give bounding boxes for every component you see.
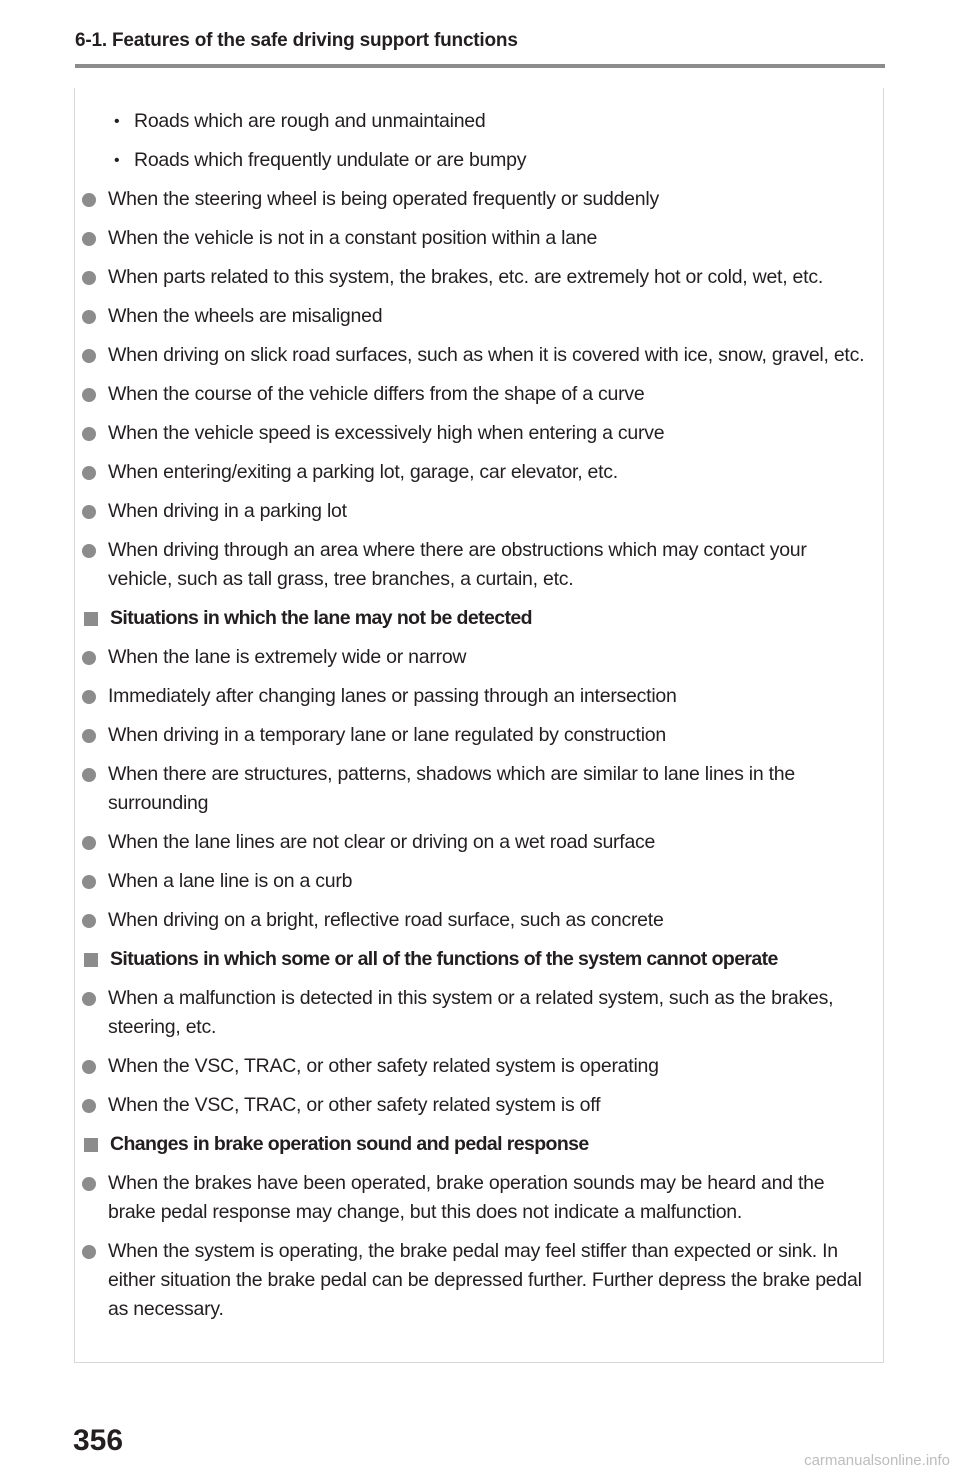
list-item-text: Changes in brake operation sound and pedal response	[110, 1133, 589, 1155]
sub-list-item	[82, 107, 872, 136]
list-item-text: When a malfunction is detected in this system or a related system, such as the brakes, steering, etc.	[108, 987, 834, 1038]
round-bullet-icon	[82, 651, 96, 665]
list-item-text: Situations in which some or all of the functions of the system cannot operate	[110, 948, 778, 970]
list-item	[82, 1169, 872, 1227]
list-item-text: Immediately after changing lanes or passing through an intersection	[108, 685, 677, 707]
list-item	[82, 682, 872, 711]
round-bullet-icon	[82, 466, 96, 480]
list-item	[82, 263, 872, 292]
list-item-text: When the course of the vehicle differs from the shape of a curve	[108, 383, 645, 405]
sub-list-item	[82, 146, 872, 175]
round-bullet-icon	[82, 427, 96, 441]
round-bullet-icon	[82, 232, 96, 246]
round-bullet-icon	[82, 1245, 96, 1259]
list-item	[82, 302, 872, 331]
list-item-text: When driving through an area where there are obstructions which may contact your vehicle, such as tall grass, tree branches, a curtain, etc.	[108, 539, 807, 590]
list-item-text: Roads which are rough and unmaintained	[134, 110, 486, 132]
list-item-text: When the vehicle is not in a constant position within a lane	[108, 227, 598, 249]
round-bullet-icon	[82, 1060, 96, 1074]
small-dot-icon: •	[114, 152, 120, 169]
list-item	[82, 721, 872, 750]
list-item	[82, 458, 872, 487]
round-bullet-icon	[82, 544, 96, 558]
round-bullet-icon	[82, 836, 96, 850]
list-item	[82, 497, 872, 526]
list-item-text: Roads which frequently undulate or are bumpy	[134, 149, 527, 171]
list-item	[82, 828, 872, 857]
header-divider	[75, 64, 885, 68]
list-item	[82, 185, 872, 214]
list-item-text: When driving on a bright, reflective road surface, such as concrete	[108, 909, 664, 931]
list-item-text: When the VSC, TRAC, or other safety related system is operating	[108, 1055, 659, 1077]
list-item	[82, 1052, 872, 1081]
round-bullet-icon	[82, 875, 96, 889]
round-bullet-icon	[82, 914, 96, 928]
list-item-text: When parts related to this system, the brakes, etc. are extremely hot or cold, wet, etc.	[108, 266, 823, 288]
list-item-text: When driving in a temporary lane or lane regulated by construction	[108, 724, 666, 746]
list-item-text: When entering/exiting a parking lot, garage, car elevator, etc.	[108, 461, 618, 483]
list-item	[82, 984, 872, 1042]
list-item-text: When the system is operating, the brake pedal may feel stiffer than expected or sink. In either situation the brake pedal can be depressed further. Further depress the brake pedal as necessary.	[108, 1240, 862, 1320]
list-item-text: When the lane is extremely wide or narrow	[108, 646, 467, 668]
square-bullet-icon	[84, 612, 98, 626]
subsection-heading	[82, 1130, 872, 1159]
list-item	[82, 536, 872, 594]
list-item-text: Situations in which the lane may not be detected	[110, 607, 532, 629]
list-item-text: When there are structures, patterns, shadows which are similar to lane lines in the surrounding	[108, 763, 796, 814]
page-number: 356	[73, 1424, 124, 1457]
list-item	[82, 867, 872, 896]
list-item	[82, 224, 872, 253]
watermark: carmanualsonline.info	[804, 1452, 950, 1469]
round-bullet-icon	[82, 310, 96, 324]
square-bullet-icon	[84, 1138, 98, 1152]
list-item-text: When the lane lines are not clear or driving on a wet road surface	[108, 831, 656, 853]
round-bullet-icon	[82, 505, 96, 519]
round-bullet-icon	[82, 690, 96, 704]
round-bullet-icon	[82, 349, 96, 363]
list-item-text: When the vehicle speed is excessively high when entering a curve	[108, 422, 665, 444]
list-item-text: When a lane line is on a curb	[108, 870, 353, 892]
list-item	[82, 760, 872, 818]
round-bullet-icon	[82, 1177, 96, 1191]
small-dot-icon: •	[114, 113, 120, 130]
round-bullet-icon	[82, 1099, 96, 1113]
list-item	[82, 906, 872, 935]
round-bullet-icon	[82, 388, 96, 402]
list-item-text: When driving in a parking lot	[108, 500, 347, 522]
list-item	[82, 643, 872, 672]
round-bullet-icon	[82, 193, 96, 207]
round-bullet-icon	[82, 271, 96, 285]
round-bullet-icon	[82, 768, 96, 782]
list-item	[82, 1091, 872, 1120]
list-item	[82, 419, 872, 448]
list-item-text: When the wheels are misaligned	[108, 305, 383, 327]
round-bullet-icon	[82, 729, 96, 743]
section-header: 6-1. Features of the safe driving support functions	[75, 30, 518, 51]
round-bullet-icon	[82, 992, 96, 1006]
list-item	[82, 1237, 872, 1324]
list-item-text: When the steering wheel is being operated frequently or suddenly	[108, 188, 659, 210]
subsection-heading	[82, 604, 872, 633]
list-item	[82, 380, 872, 409]
list-item	[82, 341, 872, 370]
list-item-text: When the VSC, TRAC, or other safety related system is off	[108, 1094, 601, 1116]
list-item-text: When the brakes have been operated, brake operation sounds may be heard and the brake pedal response may change, but this does not indicate a malfunction.	[108, 1172, 825, 1223]
subsection-heading	[82, 945, 872, 974]
square-bullet-icon	[84, 953, 98, 967]
list-item-text: When driving on slick road surfaces, such as when it is covered with ice, snow, gravel, etc.	[108, 344, 865, 366]
content-list	[82, 107, 872, 1334]
